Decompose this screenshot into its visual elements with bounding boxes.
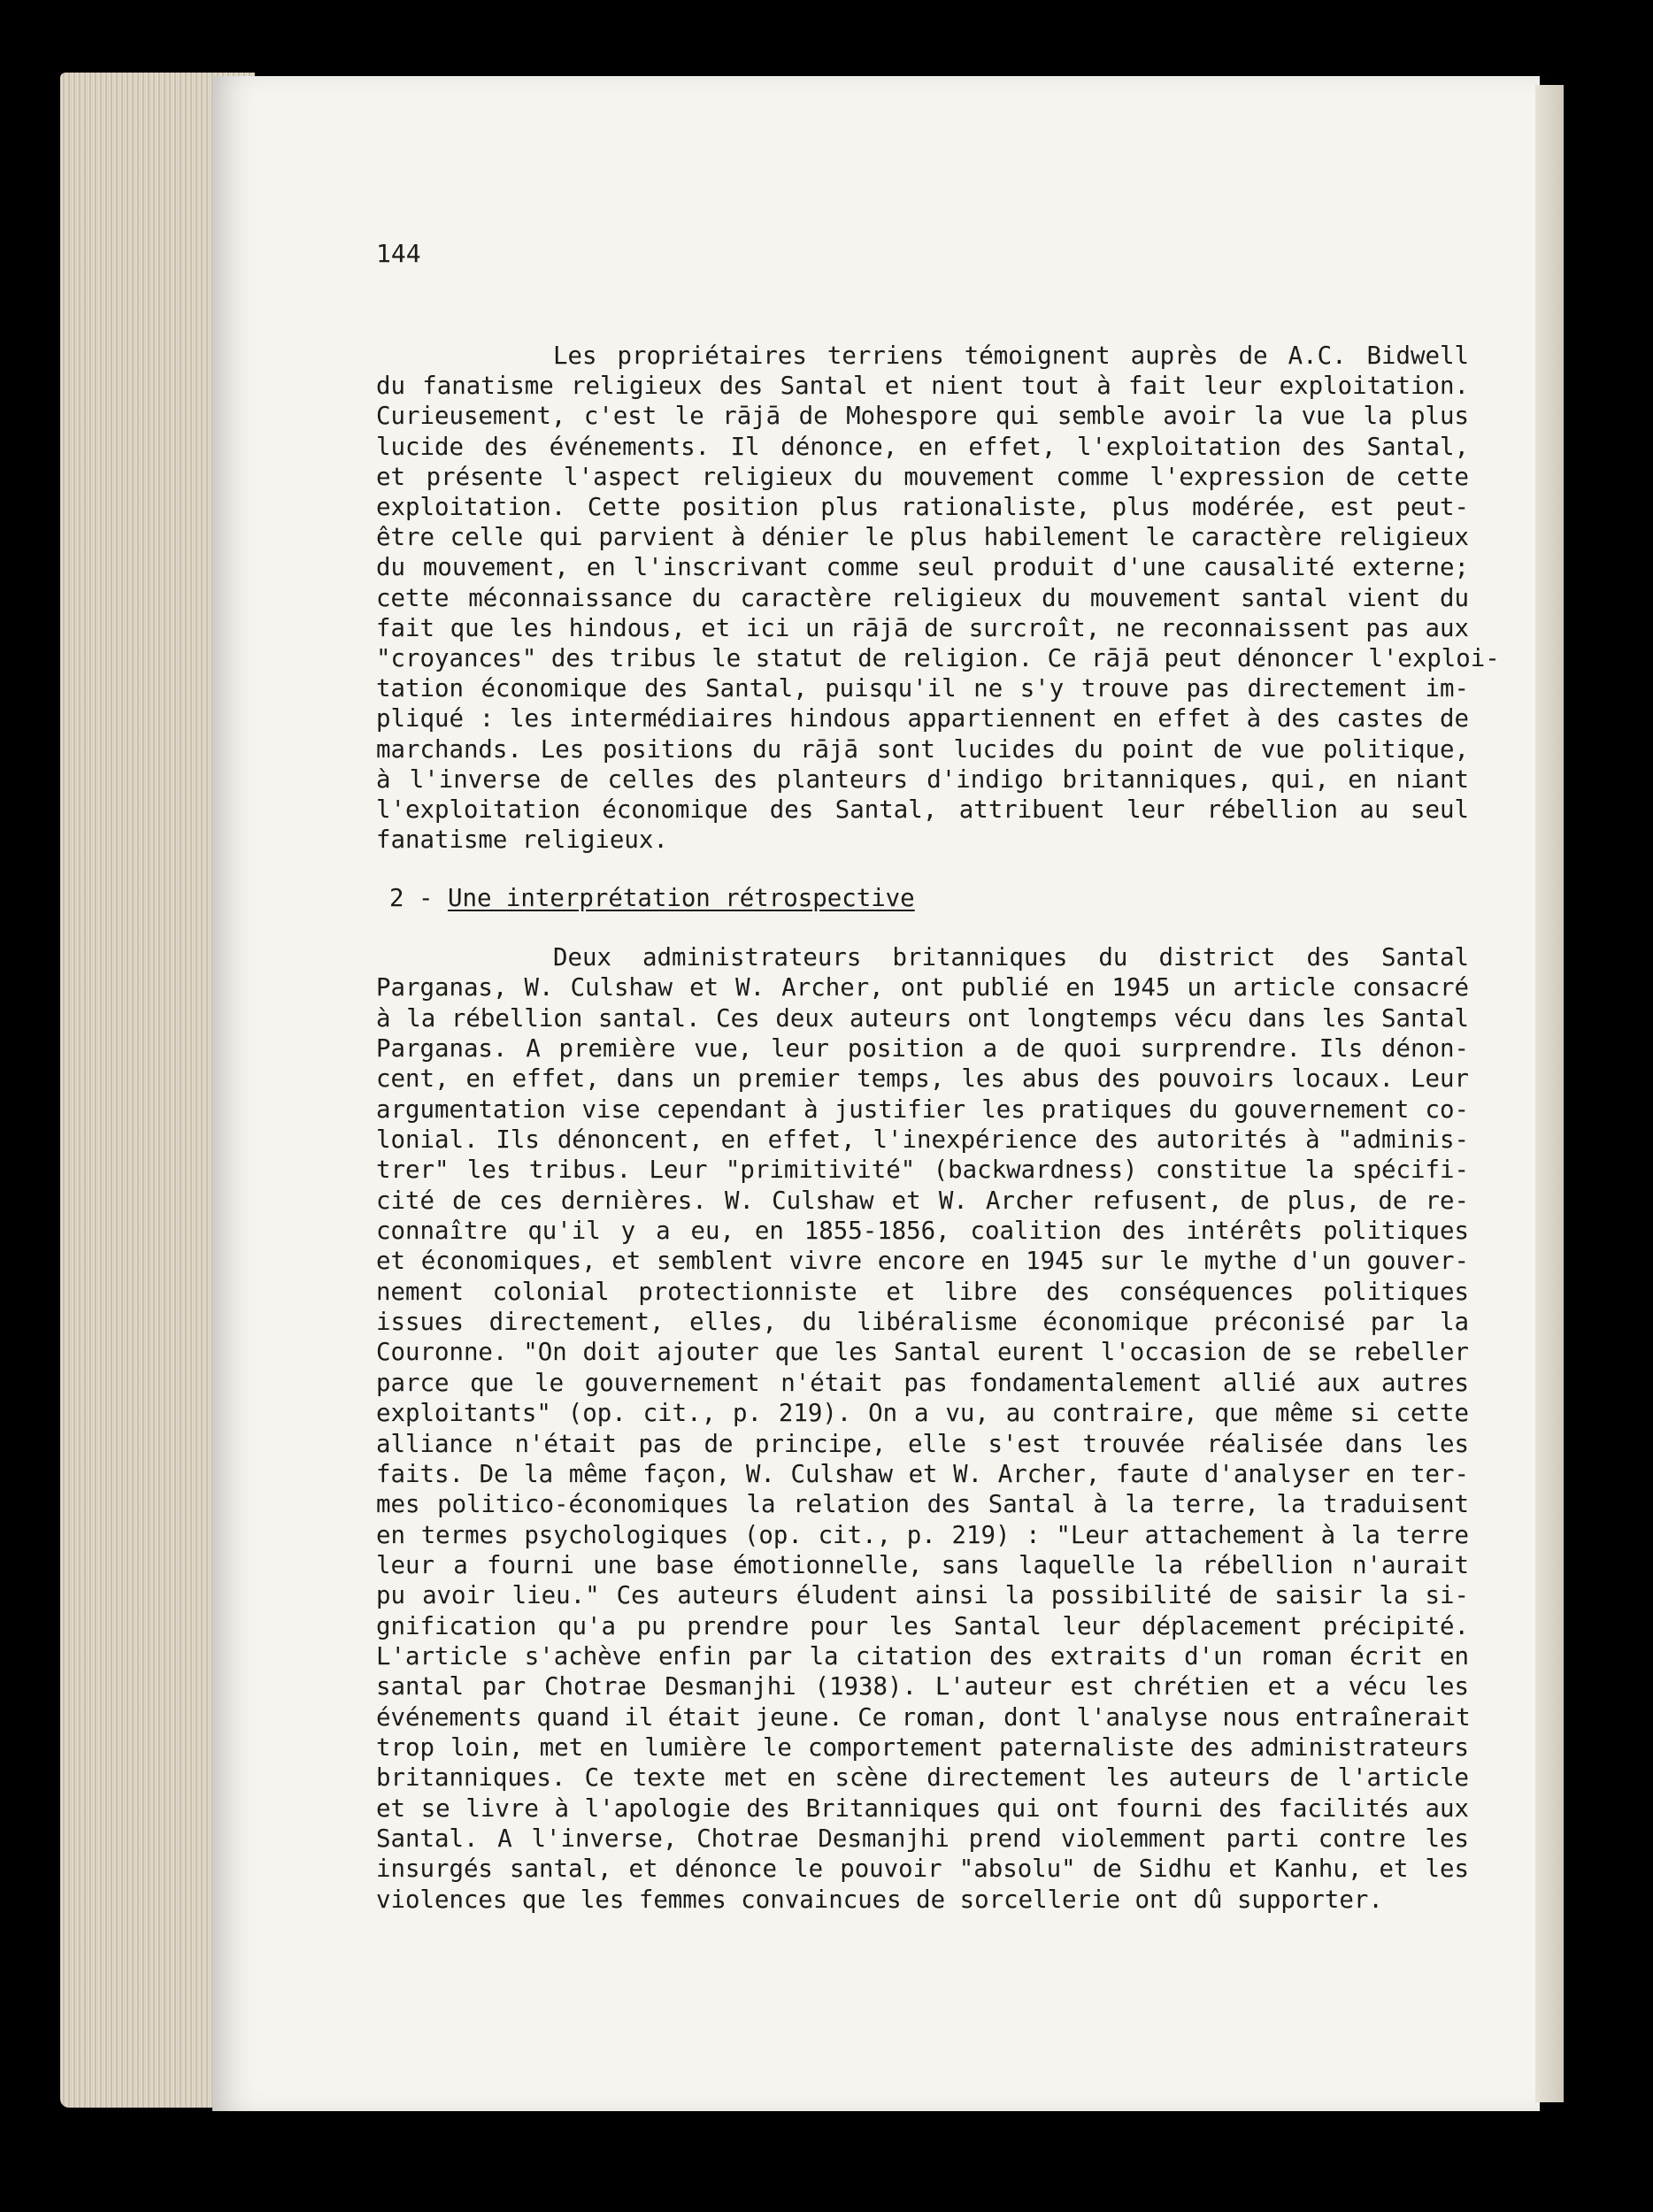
text-line: leur a fourni une base émotionnelle, sans laquelle la rébellion n'aurait — [376, 1551, 1469, 1579]
text-line: faits. De la même façon, W. Culshaw et W. Archer, faute d'analyser en ter- — [376, 1460, 1469, 1488]
text-line: violences que les femmes convaincues de sorcellerie ont dû supporter. — [376, 1886, 1383, 1914]
text-line: être celle qui parvient à dénier le plus habilement le caractère religieux — [376, 524, 1469, 552]
text-line: Les propriétaires terriens témoignent auprès de A.C. Bidwell — [553, 342, 1469, 370]
text-line: exploitants" (op. cit., p. 219). On a vu, au contraire, que même si cette — [376, 1400, 1469, 1428]
text-line: argumentation vise cependant à justifier les pratiques du gouvernement co- — [376, 1095, 1469, 1124]
text-line: cent, en effet, dans un premier temps, les abus des pouvoirs locaux. Leur — [376, 1065, 1469, 1094]
facing-page-edge — [1535, 85, 1564, 2102]
paragraph-2 — [376, 943, 1469, 1916]
text-line: et présente l'aspect religieux du mouvement comme l'expression de cette — [376, 463, 1469, 491]
text-line: cette méconnaissance du caractère religieux du mouvement santal vient du — [376, 584, 1469, 612]
text-line: marchands. Les positions du rājā sont lucides du point de vue politique, — [376, 735, 1469, 764]
text-line: à l'inverse de celles des planteurs d'indigo britanniques, qui, en niant — [376, 765, 1469, 794]
text-line: pu avoir lieu." Ces auteurs éludent ainsi la possibilité de saisir la si- — [376, 1582, 1469, 1610]
text-line: événements quand il était jeune. Ce roman, dont l'analyse nous entraînerait — [376, 1703, 1471, 1732]
text-line: parce que le gouvernement n'était pas fondamentalement allié aux autres — [376, 1369, 1469, 1397]
page-number: 144 — [376, 239, 421, 268]
text-line: tation économique des Santal, puisqu'il ne s'y trouve pas directement im- — [376, 675, 1469, 703]
text-line: et se livre à l'apologie des Britanniques qui ont fourni des facilités aux — [376, 1794, 1469, 1823]
text-line: issues directement, elles, du libéralisme économique préconisé par la — [376, 1309, 1469, 1337]
text-line: exploitation. Cette position plus rationaliste, plus modérée, est peut- — [376, 494, 1469, 522]
text-line: alliance n'était pas de principe, elle s'est trouvée réalisée dans les — [376, 1430, 1469, 1458]
text-line: insurgés santal, et dénonce le pouvoir "absolu" de Sidhu et Kanhu, et les — [376, 1855, 1469, 1884]
text-line: cité de ces dernières. W. Culshaw et W. Archer refusent, de plus, de re- — [376, 1187, 1469, 1215]
text-line: Curieusement, c'est le rājā de Mohespore qui semble avoir la vue la plus — [376, 403, 1469, 431]
text-line: mes politico-économiques la relation des Santal à la terre, la traduisent — [376, 1491, 1469, 1519]
section-title: Une interprétation rétrospective — [447, 885, 915, 912]
paragraph-1 — [376, 342, 1500, 856]
text-line: du fanatisme religieux des Santal et nient tout à fait leur exploitation. — [376, 373, 1469, 401]
text-line: L'article s'achève enfin par la citation des extraits d'un roman écrit en — [376, 1642, 1469, 1671]
text-line: à la rébellion santal. Ces deux auteurs ont longtemps vécu dans les Santal — [376, 1004, 1469, 1033]
text-line: nement colonial protectionniste et libre des conséquences politiques — [376, 1278, 1469, 1306]
text-line: Parganas, W. Culshaw et W. Archer, ont publié en 1945 un article consacré — [376, 974, 1469, 1002]
text-line: du mouvement, en l'inscrivant comme seul produit d'une causalité externe; — [376, 554, 1469, 582]
text-line: et économiques, et semblent vivre encore en 1945 sur le mythe d'un gouver- — [376, 1248, 1469, 1276]
text-line: en termes psychologiques (op. cit., p. 219) : "Leur attachement à la terre — [376, 1521, 1469, 1549]
section-heading — [389, 885, 915, 912]
text-line: gnification qu'a pu prendre pour les Santal leur déplacement précipité. — [376, 1612, 1469, 1640]
text-line: britanniques. Ce texte met en scène directement les auteurs de l'article — [376, 1764, 1469, 1793]
text-line: Parganas. A première vue, leur position a de quoi surprendre. Ils dénon- — [376, 1035, 1469, 1064]
section-number: 2 - — [389, 885, 448, 912]
text-line: pliqué : les intermédiaires hindous appartiennent en effet à des castes de — [376, 705, 1469, 733]
text-line: connaître qu'il y a eu, en 1855-1856, coalition des intérêts politiques — [376, 1217, 1469, 1246]
text-line: Couronne. "On doit ajouter que les Santal eurent l'occasion de se rebeller — [376, 1339, 1469, 1367]
text-line: l'exploitation économique des Santal, attribuent leur rébellion au seul — [376, 796, 1469, 825]
text-line: Deux administrateurs britanniques du district des Santal — [553, 944, 1469, 972]
text-line: "croyances" des tribus le statut de religion. Ce rājā peut dénoncer l'exploi- — [376, 645, 1500, 673]
text-line: fanatisme religieux. — [376, 826, 668, 855]
text-line: trop loin, met en lumière le comportement paternaliste des administrateurs — [376, 1733, 1469, 1762]
text-line: lucide des événements. Il dénonce, en effet, l'exploitation des Santal, — [376, 433, 1469, 461]
text-line: fait que les hindous, et ici un rājā de surcroît, ne reconnaissent pas aux — [376, 614, 1469, 642]
text-line: trer" les tribus. Leur "primitivité" (backwardness) constitue la spécifi- — [376, 1156, 1469, 1185]
text-line: Santal. A l'inverse, Chotrae Desmanjhi prend violemment parti contre les — [376, 1824, 1469, 1853]
text-line: santal par Chotrae Desmanjhi (1938). L'auteur est chrétien et a vécu les — [376, 1673, 1469, 1701]
text-line: lonial. Ils dénoncent, en effet, l'inexpérience des autorités à "adminis- — [376, 1126, 1469, 1155]
